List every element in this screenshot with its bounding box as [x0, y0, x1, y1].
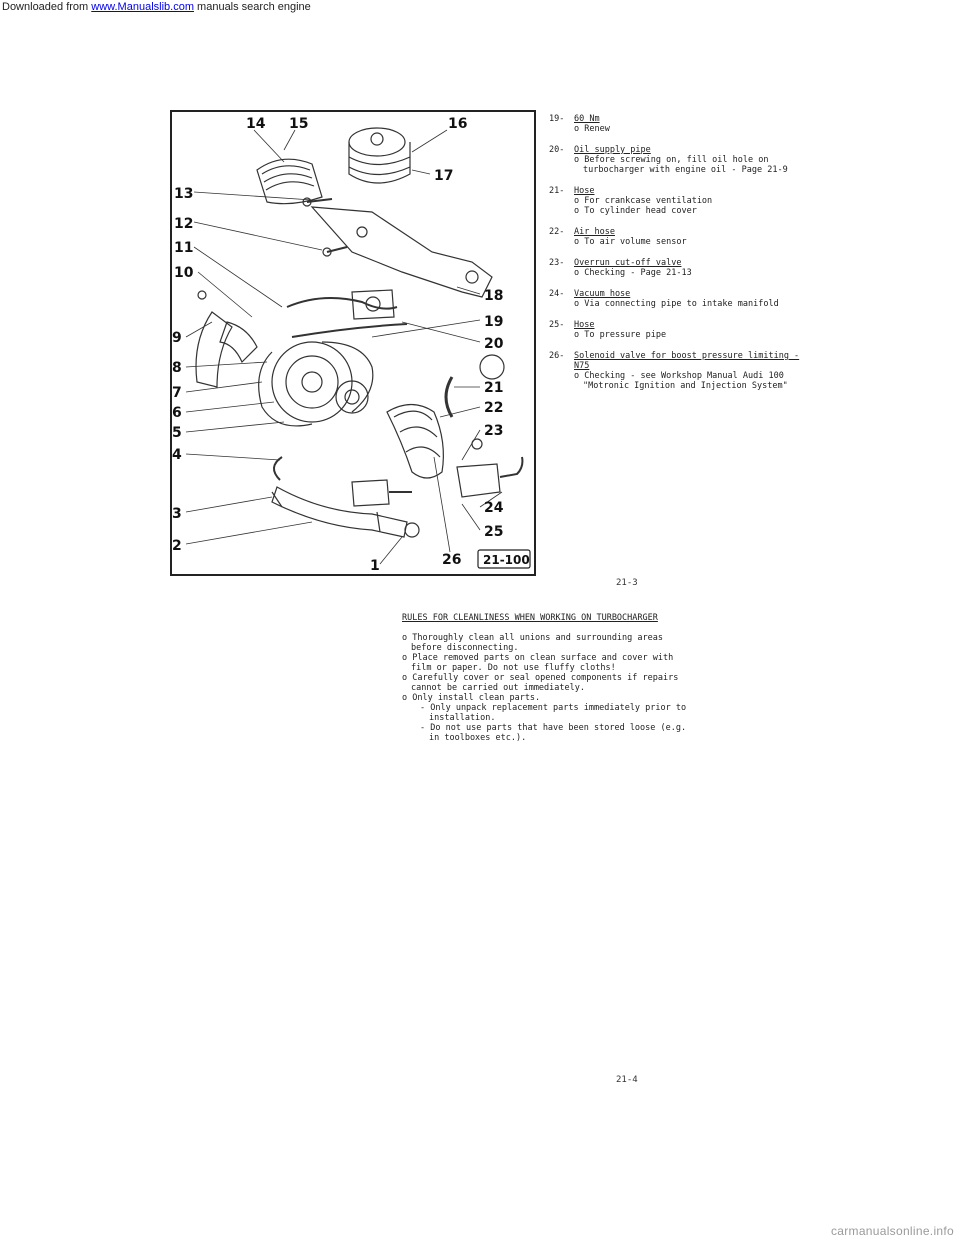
- legend-item-24: 24- Vacuum hose o Via connecting pipe to intake manifold: [549, 289, 779, 309]
- rules-sub-bullet: - Do not use parts that have been stored loose (e.g. in toolboxes etc.).: [420, 723, 687, 743]
- callout-1: 1: [370, 558, 380, 574]
- header-suffix: manuals search engine: [197, 1, 311, 13]
- watermark: carmanualsonline.info: [830, 1224, 954, 1238]
- callout-10: 10: [174, 265, 194, 281]
- lower-oil-return-part: [272, 487, 407, 537]
- callout-2: 2: [172, 538, 182, 554]
- callout-11: 11: [174, 240, 194, 256]
- turbocharger-exploded-diagram: [170, 110, 536, 576]
- page-number-bottom: 21-4: [616, 1075, 638, 1085]
- diagram-drawing: [172, 112, 534, 574]
- page-number-top: 21-3: [616, 578, 638, 588]
- solenoid-valve-part: [352, 480, 389, 506]
- callout-26: 26: [442, 552, 462, 568]
- header-prefix: Downloaded from: [2, 1, 89, 13]
- callout-7: 7: [172, 385, 182, 401]
- callout-5: 5: [172, 425, 182, 441]
- callout-21: 21: [484, 380, 504, 396]
- callout-24: 24: [484, 500, 504, 516]
- callout-13: 13: [174, 186, 194, 202]
- callout-12: 12: [174, 216, 194, 232]
- callout-25: 25: [484, 524, 504, 540]
- turbo-housing-part: [272, 342, 352, 422]
- wastegate-valve-part: [349, 128, 405, 156]
- callout-18: 18: [484, 288, 504, 304]
- legend-item-21: 21- Hose o For crankcase ventilation o To cylinder head cover: [549, 186, 713, 216]
- figure-ref-label: 21-100: [483, 553, 530, 567]
- rules-bullet: o Place removed parts on clean surface and cover with film or paper. Do not use fluffy cloths!: [402, 653, 674, 673]
- rules-title: RULES FOR CLEANLINESS WHEN WORKING ON TURBOCHARGER: [402, 613, 658, 623]
- legend-item-19: 19- 60 Nm o Renew: [549, 114, 610, 134]
- callout-14: 14: [246, 116, 266, 132]
- callout-23: 23: [484, 423, 504, 439]
- legend-item-20: 20- Oil supply pipe o Before screwing on, fill oil hole on turbocharger with engine oil - Page 21-9: [549, 145, 788, 175]
- callout-3: 3: [172, 506, 182, 522]
- legend-item-22: 22- Air hose o To air volume sensor: [549, 227, 687, 247]
- parts-legend: [549, 114, 809, 402]
- rules-bullet: o Thoroughly clean all unions and surrounding areas before disconnecting.: [402, 633, 663, 653]
- callout-6: 6: [172, 405, 182, 421]
- legend-item-26: 26- Solenoid valve for boost pressure limiting -N75 o Checking - see Workshop Manual Audi 100 "Motronic Ignition and Injection System": [549, 351, 800, 391]
- manualslib-link[interactable]: www.Manualslib.com: [91, 1, 194, 13]
- callout-9: 9: [172, 330, 182, 346]
- callout-16: 16: [448, 116, 468, 132]
- callout-8: 8: [172, 360, 182, 376]
- rules-sub-bullet: - Only unpack replacement parts immediately prior to installation.: [420, 703, 687, 723]
- callout-17: 17: [434, 168, 454, 184]
- callout-22: 22: [484, 400, 504, 416]
- exhaust-manifold-part: [312, 207, 492, 297]
- callout-20: 20: [484, 336, 504, 352]
- callout-4: 4: [172, 447, 182, 463]
- callout-15: 15: [289, 116, 309, 132]
- cleanliness-rules: [402, 613, 692, 743]
- rules-bullet: o Only install clean parts.: [402, 693, 541, 703]
- legend-item-25: 25- Hose o To pressure pipe: [549, 320, 667, 340]
- rules-bullet: o Carefully cover or seal opened components if repairs cannot be carried out immediately.: [402, 673, 679, 693]
- overrun-valve-part: [457, 464, 500, 497]
- legend-item-23: 23- Overrun cut-off valve o Checking - Page 21-13: [549, 258, 692, 278]
- callout-19: 19: [484, 314, 504, 330]
- download-header: [0, 0, 960, 14]
